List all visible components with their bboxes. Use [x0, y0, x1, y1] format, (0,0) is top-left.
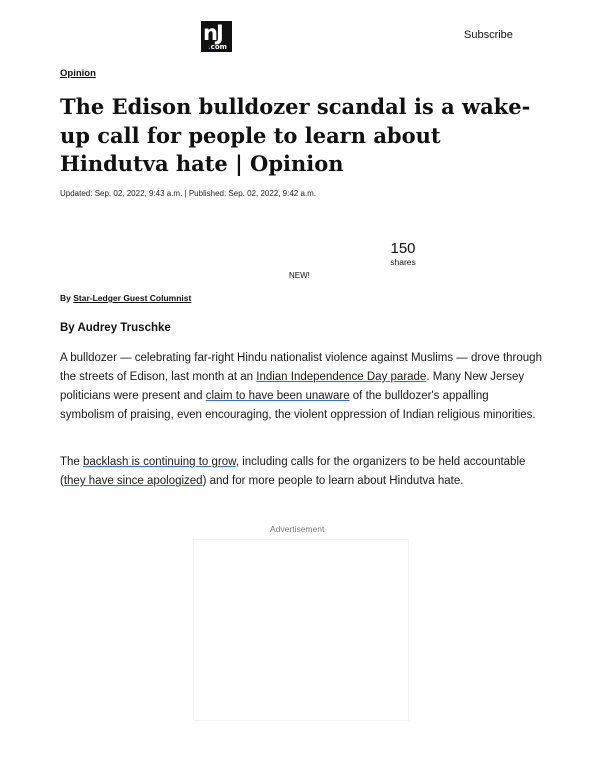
logo-dot: .: [208, 43, 211, 51]
link-backlash[interactable]: backlash is continuing to grow: [83, 456, 236, 468]
link-apologized[interactable]: they have since apologized: [63, 475, 203, 487]
share-counter[interactable]: [372, 240, 434, 267]
new-badge: NEW!: [289, 271, 310, 280]
link-claim-unaware[interactable]: claim to have been unaware: [205, 390, 350, 402]
article-headline: The Edison bulldozer scandal is a wake-up call for people to learn about Hindutva hate | Opinion: [60, 94, 531, 176]
logo-domain: [208, 43, 227, 51]
paragraph-text: The: [60, 456, 84, 468]
link-independence-day-parade[interactable]: Indian Independence Day parade: [256, 371, 427, 383]
paragraph-text: , including calls for the organizers to be held accountable (: [60, 456, 526, 487]
author-line: By Audrey Truschke: [60, 322, 171, 334]
logo-text: nJ: [203, 21, 222, 45]
paragraph-text: A bulldozer — celebrating far-right Hindu nationalist violence against Muslims — drove through the streets of Edison, last month at an: [60, 352, 542, 383]
article-paragraph-1: [60, 349, 544, 425]
article-dates: Updated: Sep. 02, 2022, 9:43 a.m. | Published: Sep. 02, 2022, 9:42 a.m.: [60, 189, 317, 198]
logo-domain-text: com: [210, 43, 227, 51]
site-logo[interactable]: [201, 21, 232, 52]
share-label: shares: [390, 257, 416, 267]
byline-author-link[interactable]: Star-Ledger Guest Columnist: [73, 293, 192, 303]
section-label-link[interactable]: Opinion: [60, 68, 96, 79]
byline: [60, 293, 191, 303]
paragraph-text: . Many New Jersey politicians were present and: [60, 371, 525, 402]
paragraph-text: ) and for more people to learn about Hindutva hate.: [202, 475, 464, 487]
byline-prefix: By: [60, 293, 71, 303]
article-paragraph-2: [60, 453, 544, 491]
paragraph-text: of the bulldozer's appalling symbolism of praising, even encouraging, the violent oppression of Indian religious minorities.: [60, 390, 536, 421]
advertisement-label: Advertisement: [270, 524, 325, 534]
share-count: 150: [390, 240, 416, 257]
advertisement-slot[interactable]: [193, 539, 409, 721]
subscribe-link[interactable]: Subscribe: [464, 29, 513, 41]
